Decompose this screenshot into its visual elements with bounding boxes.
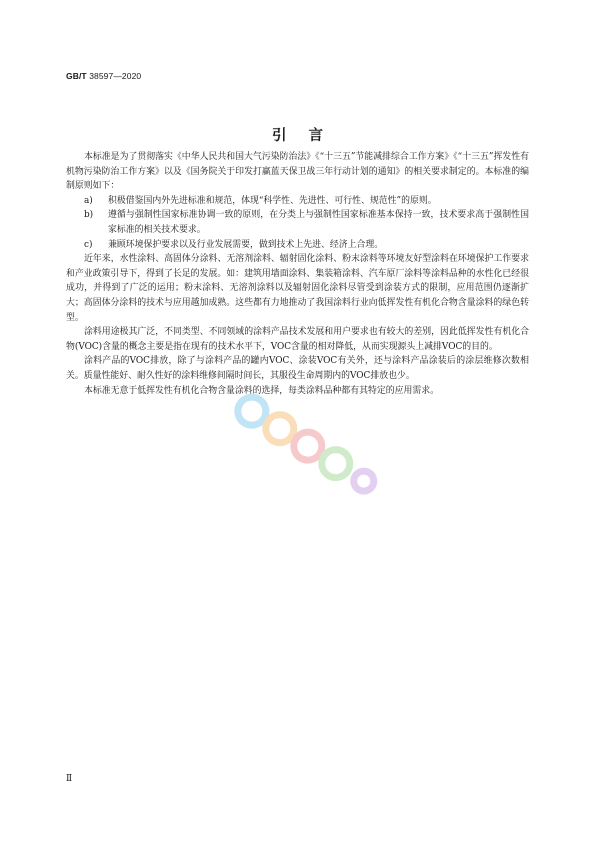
- page-title: 引言: [272, 128, 345, 144]
- principles-list: [66, 194, 529, 252]
- introduction-body: [66, 150, 529, 398]
- principle-marker: b): [84, 210, 94, 221]
- body-paragraph: 近年来，水性涂料、高固体分涂料、无溶剂涂料、辐射固化涂料、粉末涂料等环境友好型涂料在环境保护工作要求和产业政策引导下，得到了长足的发展。如：建筑用墙面涂料、集装箱涂料、汽车原厂涂料等涂料品种的水性化已经很成功，并得到了广泛的运用；粉末涂料、无溶剂涂料以及辐射固化涂料尽管受到涂装方式的限制，应用范围仍逐渐扩大；高固体分涂料的技术与应用越加成熟。这些都有力地推动了我国涂料行业向低挥发性有机化合物含量涂料的绿色转型。: [66, 254, 529, 323]
- watermark-ring: [350, 467, 378, 495]
- principle-text: 兼顾环境保护要求以及行业发展需要，做到技术上先进、经济上合理。: [108, 239, 384, 250]
- principle-item: [66, 208, 529, 237]
- body-paragraph: 涂料用途极其广泛，不同类型、不同领域的涂料产品技术发展和用户要求也有较大的差别，因此低挥发性有机化合物(VOC)含量的概念主要是指在现有的技术水平下，VOC含量的相对降低，从而实现源头上减排VOC的目的。: [66, 327, 529, 352]
- standard-prefix: GB/T: [66, 71, 87, 81]
- intro-paragraph: 本标准是为了贯彻落实《中华人民共和国大气污染防治法》《“十三五”节能减排综合工作方案》《“十三五”挥发性有机物污染防治工作方案》以及《国务院关于印发打赢蓝天保卫战三年行动计划的通知》的相关要求制定的。本标准的编制原则如下：: [66, 152, 529, 192]
- body-paragraph: 涂料产品的VOC排放，除了与涂料产品的罐内VOC、涂装VOC有关外，还与涂料产品涂装后的涂层维修次数相关。质量性能好、耐久性好的涂料维修间隔时间长，其服役生命周期内的VOC排放也少。: [66, 356, 529, 381]
- page-number: Ⅱ: [66, 774, 73, 784]
- standard-number: 38597—2020: [89, 71, 142, 81]
- watermark-ring: [289, 427, 328, 466]
- principle-marker: a): [84, 195, 93, 206]
- principle-item: [66, 194, 529, 209]
- watermark-ring: [261, 409, 300, 448]
- body-paragraph: 本标准无意于低挥发性有机化合物含量涂料的选择，每类涂料品种都有其特定的应用需求。: [84, 385, 439, 396]
- principle-marker: c): [84, 239, 93, 250]
- principle-item: [66, 238, 529, 253]
- principle-text: 积极借鉴国内外先进标准和规范，体现“科学性、先进性、可行性、规范性”的原则。: [108, 195, 437, 206]
- watermark-ring: [317, 444, 356, 483]
- standard-code: [66, 71, 141, 81]
- principle-text: 遵循与强制性国家标准协调一致的原则，在分类上与强制性国家标准基本保持一致，技术要求高于强制性国家标准的相关技术要求。: [108, 210, 529, 235]
